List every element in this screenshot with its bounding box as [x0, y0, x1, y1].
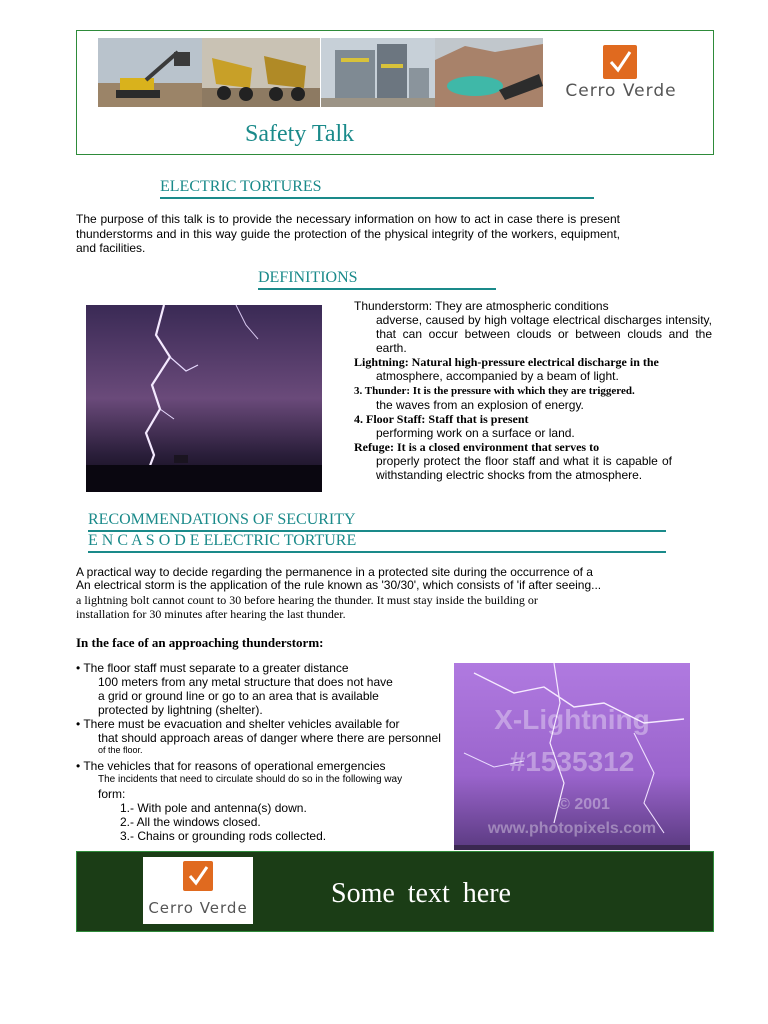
- watermark-line-2: #1535312: [509, 746, 635, 777]
- mine-pit-photo: [435, 38, 543, 107]
- excavator-photo: [98, 38, 202, 107]
- definition-body: performing work on a surface or land.: [376, 426, 575, 440]
- logo-text: Cerro Verde: [565, 81, 677, 101]
- footer-text: Some text here: [331, 878, 511, 909]
- bullet-line: form:: [98, 787, 126, 801]
- logo-checkmark-icon: [603, 45, 637, 79]
- bullet-line: a grid or ground line or go to an area that is available: [98, 689, 379, 703]
- footer-logo: [143, 857, 253, 924]
- page-title: Safety Talk: [245, 121, 355, 147]
- definitions-list: [354, 299, 712, 482]
- plant-photo: [321, 38, 435, 107]
- recommendations-subheading: E N C A S O D E ELECTRIC TORTURE: [88, 532, 666, 553]
- haul-trucks-photo: [202, 38, 320, 107]
- step-line: 2.- All the windows closed.: [120, 815, 261, 829]
- definition-thunderstorm: [354, 299, 712, 355]
- logo-checkmark-icon: [183, 861, 213, 891]
- bullet-line: The incidents that need to circulate should do so in the following way: [98, 774, 403, 785]
- intro-heading: ELECTRIC TORTURES: [160, 178, 594, 199]
- bullet-line: protected by lightning (shelter).: [98, 703, 263, 717]
- definition-lightning: [354, 355, 712, 383]
- approach-heading: In the face of an approaching thunderstorm:: [76, 635, 324, 650]
- bullet-line: of the floor.: [98, 745, 143, 755]
- footer-logo-text: Cerro Verde: [148, 899, 248, 917]
- definition-body: the waves from an explosion of energy.: [376, 398, 584, 412]
- definition-refuge: [354, 440, 672, 482]
- approach-bullets: [76, 661, 448, 843]
- definition-body: atmosphere, accompanied by a beam of light.: [376, 369, 619, 383]
- recommendations-heading: RECOMMENDATIONS OF SECURITY: [88, 511, 666, 532]
- recommendation-line-2: An electrical storm is the application of the rule known as '30/30', which consists of 'if after seeing...: [76, 578, 602, 592]
- definition-head: 4. Floor Staff: Staff that is present: [354, 412, 529, 426]
- bullet-line: • There must be evacuation and shelter vehicles available for: [76, 717, 400, 731]
- watermark-line-3: © 2001: [558, 796, 610, 813]
- watermark-line-1: X-Lightning: [494, 704, 650, 735]
- definition-thunder: [354, 383, 712, 412]
- bullet-line: that should approach areas of danger where there are personnel: [98, 731, 441, 745]
- definition-head: Refuge: It is a closed environment that serves to: [354, 440, 600, 454]
- definition-body: adverse, caused by high voltage electrical discharges intensity, that can occur between clouds or between clouds and the earth.: [376, 313, 712, 355]
- intro-text: The purpose of this talk is to provide the necessary information on how to act in case there is present thunderstorms and in this way guide the protection of the physical integrity of the workers, equipment, and facilities.: [76, 212, 620, 255]
- recommendation-line-1: A practical way to decide regarding the permanence in a protected site during the occurrence of a: [76, 565, 593, 579]
- step-line: 3.- Chains or grounding rods collected.: [120, 829, 327, 843]
- step-line: 1.- With pole and antenna(s) down.: [120, 801, 307, 815]
- definition-head: 3. Thunder: It is the pressure with which they are triggered.: [354, 385, 635, 397]
- lightning-photo: [86, 305, 322, 492]
- recommendation-line-3: a lightning bolt cannot count to 30 before hearing the thunder. It must stay inside the building or: [76, 593, 538, 607]
- cerro-verde-logo: [561, 43, 681, 103]
- definition-head: Thunderstorm: They are atmospheric conditions: [354, 299, 609, 313]
- watermark-line-4: www.photopixels.com: [487, 820, 657, 837]
- bullet-line: 100 meters from any metal structure that does not have: [98, 675, 393, 689]
- bullet-line: • The floor staff must separate to a greater distance: [76, 661, 349, 675]
- definition-head: Lightning: Natural high-pressure electrical discharge in the: [354, 355, 659, 369]
- definition-body: properly protect the floor staff and what it is capable of withstanding electric shocks from the atmosphere.: [376, 454, 672, 482]
- definition-floor-staff: [354, 412, 712, 440]
- lightning-stock-photo: [454, 663, 690, 850]
- header-box: [76, 30, 714, 155]
- definitions-heading: DEFINITIONS: [258, 269, 496, 290]
- recommendation-line-4: installation for 30 minutes after hearing the last thunder.: [76, 607, 346, 621]
- footer-box: [76, 851, 714, 932]
- bullet-line: • The vehicles that for reasons of operational emergencies: [76, 759, 386, 773]
